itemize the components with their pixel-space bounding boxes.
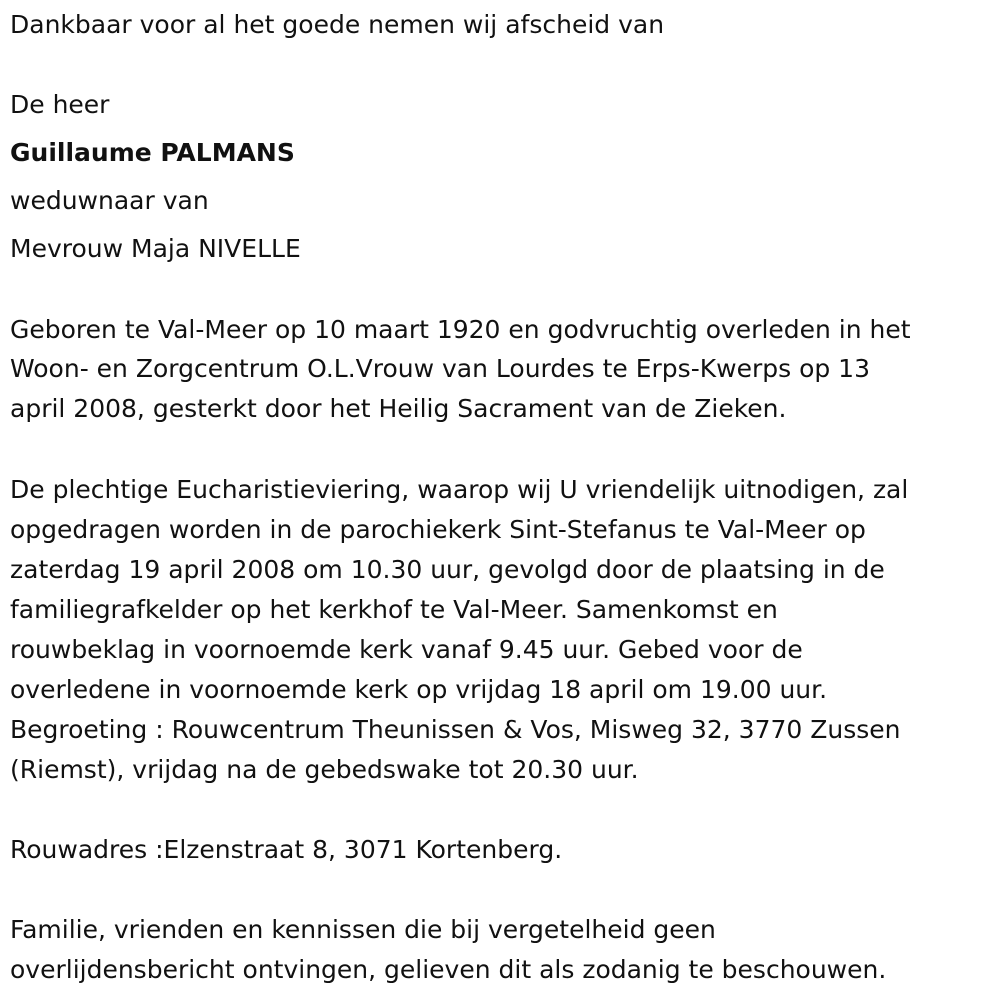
birth-death-line: april 2008, gesterkt door het Heilig Sacrament van de Zieken. <box>10 394 787 423</box>
closing-line: overlijdensbericht ontvingen, gelieven dit als zodanig te beschouwen. <box>10 955 887 984</box>
ceremony-line: overledene in voornoemde kerk op vrijdag 18 april om 19.00 uur. <box>10 675 828 704</box>
ceremony-line: rouwbeklag in voornoemde kerk vanaf 9.45 uur. Gebed voor de <box>10 635 803 664</box>
ceremony-line: zaterdag 19 april 2008 om 10.30 uur, gevolgd door de plaatsing in de <box>10 555 885 584</box>
ceremony-line: familiegrafkelder op het kerkhof te Val-Meer. Samenkomst en <box>10 595 778 624</box>
ceremony-line: De plechtige Eucharistieviering, waarop wij U vriendelijk uitnodigen, zal <box>10 475 909 504</box>
closing-line: Familie, vrienden en kennissen die bij vergetelheid geen <box>10 915 716 944</box>
birth-death-line: Woon- en Zorgcentrum O.L.Vrouw van Lourdes te Erps-Kwerps op 13 <box>10 354 870 383</box>
birth-death-line: Geboren te Val-Meer op 10 maart 1920 en godvruchtig overleden in het <box>10 315 911 344</box>
relation-text: weduwnaar van <box>10 186 209 215</box>
salutation: De heer <box>10 90 110 119</box>
intro-text: Dankbaar voor al het goede nemen wij afscheid van <box>10 10 665 39</box>
mourning-address: Rouwadres :Elzenstraat 8, 3071 Kortenberg. <box>10 835 563 864</box>
ceremony-line: opgedragen worden in de parochiekerk Sint-Stefanus te Val-Meer op <box>10 515 866 544</box>
spouse-name: Mevrouw Maja NIVELLE <box>10 234 301 263</box>
ceremony-line: Begroeting : Rouwcentrum Theunissen & Vos, Misweg 32, 3770 Zussen <box>10 715 901 744</box>
deceased-name: Guillaume PALMANS <box>10 138 295 167</box>
ceremony-line: (Riemst), vrijdag na de gebedswake tot 20.30 uur. <box>10 755 639 784</box>
